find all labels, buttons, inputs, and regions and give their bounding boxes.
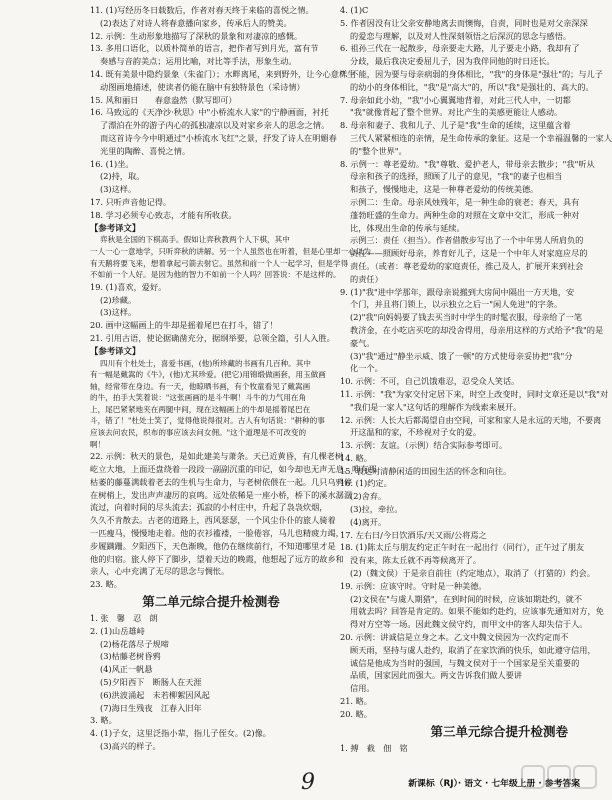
answer-line: 顾天雨，坚持与虞人赴约，取消了在家饮酒的快乐，如此遵守信用，	[350, 644, 596, 655]
answer-line: (2)杨花落尽子规啼	[100, 638, 169, 649]
answer-line: 16. 马致远的《天净沙·秋思》中"小桥流水人家"的宁静画面，衬托	[90, 107, 329, 118]
answer-line: 责任。（或者：尊老爱幼的家庭责任，推己及人，扩展开来到社会	[350, 260, 584, 271]
answer-line: 和孩子，慢慢地走，这是一种尊老爱幼的传统美德。	[350, 184, 539, 195]
answer-line: 用就去吗？回答是肯定的。如果不能如约赴约，应该事先通知对方，免	[350, 606, 604, 617]
answer-line: 一人一心一意地学，只听弈秋的讲解。另一个人虽然也在听着，但是心里却一心以为	[90, 246, 371, 256]
answer-line: 23. 略。	[90, 579, 122, 590]
answer-line: 的爱恋与理解，以及对人性深刻领悟之后深沉的思念与感悟。	[350, 30, 572, 41]
answer-line: 没有来，陈太丘就不再等候离开了。	[350, 555, 482, 566]
answer-line: 而这首诗今今中明通过"小桥流水飞红"之景，抒发了诗人在明媚春	[100, 132, 337, 143]
answer-line: 轴，经常带在身边。有一天，他晾晒书画，有个牧童看见了戴嵩画	[90, 381, 311, 391]
answer-line: 的责任）	[350, 273, 383, 284]
answer-line: 屹立大地，上面还盘绕着一段段一副副沉重的印记，如今却也无声无息，唯有那	[90, 464, 377, 475]
answer-line: (2)珍藏。	[100, 294, 137, 305]
answer-line: 蓬勃旺盛的生命力。两种生命的对照在文章中交汇，形成一种对	[350, 209, 580, 220]
answer-line: 他的归宿。旅人停下了脚步，望着天边的晚霞，他想起了远方的故乡和	[90, 553, 344, 564]
answer-line: 1. 张 馨 忍 朗	[90, 613, 158, 624]
answer-line: (3)拉，牵拉。	[350, 504, 403, 515]
answer-line: (2)"我"向妈妈要了钱去买当时中学生的时髦衣服，母亲给了一笔	[350, 312, 583, 323]
answer-line: 17. 只听声音他记得。	[90, 196, 172, 207]
answer-line: 4. (1)C	[340, 5, 369, 15]
answer-line: 2. (1)山岳雄峙	[90, 625, 145, 636]
answer-line: 弈秋是全国的下棋高手。假如让弈秋教两个人下棋，其中	[100, 235, 290, 245]
answer-line: 有一幅是戴嵩的《牛》，(他)尤其珍爱。(把它)用锦缎做画套，用玉做画	[90, 370, 326, 380]
answer-line: 20. 示例：讲诚信是立身之本。乙文中魏文侯因为一次约定而不	[340, 632, 569, 643]
section-heading: 第三单元综合提升检测卷	[430, 723, 568, 739]
answer-line: 分歧，最后我决定委屈儿子，因为我伴同他的时日还长。	[350, 56, 555, 67]
answer-line: 光里的陶醉、喜悦之情。	[100, 145, 191, 156]
answer-line: 7. 不能，因为要与母亲病弱的身体相比，"我"的身体是"强壮"的；与儿子	[340, 68, 603, 79]
answer-line: 了漂泊在外的游子内心的孤独凄凉以及对家乡亲人的思念之情。	[100, 120, 330, 131]
answer-line: 8. 母亲和妻子、我和儿子、儿子是"我"生命的延续，这里蕴含着	[340, 120, 571, 131]
answer-line: (5)夕阳西下 断肠人在天涯	[100, 677, 202, 687]
answer-line: 13. 示例：友谊。（示例）结合实际参考即可。	[340, 440, 508, 451]
page-number: 9	[301, 770, 315, 795]
answer-line: 19. (1)喜欢，爱好。	[90, 281, 167, 292]
answer-line: 示例三：责任（担当）。作者借散步写出了一个中年男人所肩负的	[350, 235, 584, 246]
answer-line: 四川有个杜处士，喜爱书画，(他)所珍藏的书画有几百种。其中	[100, 358, 311, 368]
answer-line: 22. 示例：秋天的景色，是如此建美与萧条。天已近黄昏，有几棵老树	[90, 451, 344, 462]
reference-translation-label: 【参考译文】	[90, 222, 141, 233]
answer-line: 21. 引用古语，使论据确凿充分，据纲举要，总领全篇，引人入胜。	[90, 332, 335, 343]
answer-line: 16. (1)约定。	[340, 478, 392, 489]
answer-line: 在树梢上，发出声声凄厉的哀鸣。远处依稀是一座小桥，桥下的溪水潺潺	[90, 489, 353, 500]
answer-line: 3. 略。	[90, 715, 117, 726]
answer-line: 豪气。	[350, 337, 375, 348]
answer-line: 13. 多用口语化，以质朴简单的语言，把作者写到月光，富有节	[90, 43, 319, 54]
answer-line: 流过，向着时间的尽头流去；孤寂的小村庄中，升起了袅袅炊烟，	[90, 502, 328, 513]
answer-line: 比，体现出生命的传承与延续。	[350, 222, 465, 233]
section-heading: 第二单元综合提升检测卷	[142, 594, 280, 610]
answer-line: 4. (1)子女，这里泛指小辈，指儿子侄女。(2)像。	[90, 728, 271, 739]
answer-line: (4)离开。	[350, 516, 387, 527]
answer-line: 7. 母亲如此小幼，"我"小心翼翼地背着，对此三代人中，一切都	[340, 94, 571, 105]
answer-line: 10. 示例：不可，自己饥饿难忍，忍受众人笑话。	[340, 376, 520, 387]
answer-line: (2)表达了对诗人将春意播向家乡，传承后人的赞美。	[100, 17, 292, 28]
answer-line: 责任——照顾好母亲，养育好儿子，这是一个中年人对家庭应尽的	[350, 248, 588, 259]
answer-line: 动图画地描述，使读者仍能在脑中有独特景色（采诗情）	[100, 81, 305, 92]
answer-line: (3)高兴的样子。	[100, 740, 161, 751]
answer-line: 信用。	[350, 683, 375, 694]
answer-line: 三代人紧紧相连的亲情，是生命传承的象征。这是一个幸福温馨的一家人	[350, 132, 612, 143]
answer-line: 11. 示例："我"为家交付定居下来，时空上改变时，同时文章还是以"我"对	[340, 388, 609, 399]
reference-translation-label: 【参考译文】	[90, 345, 141, 356]
answer-line: 的幼小的身体相比，"我"是"高大"的，所以"我"是强壮的、高大的。	[350, 81, 594, 92]
answer-line: (2)舍弃。	[350, 491, 387, 502]
answer-line: 20. 略。	[340, 708, 372, 719]
answer-line: 化一个。	[350, 363, 383, 374]
answer-line: 的牛，拍手大笑着说："这张画画的是斗牛啊！斗牛的力气用在角	[90, 393, 307, 403]
answer-line: 啊！	[90, 439, 106, 449]
answer-line: 19. 示例：应该守时。守时是一种美德。	[340, 580, 487, 591]
answer-line: 个门，并且将门锁上，以示独立之后一"闲人免进"的字条。	[350, 299, 563, 310]
answer-line: 11. (1)写经历冬日载数后，作者对春天终于来临的喜悦之情。	[90, 5, 314, 15]
answer-line: 有天鹅将要飞来，想着拿起弓箭去射它。虽然和前一个人一起学习，但是学得	[90, 258, 349, 268]
answer-line: 1. 搏 截 佃 铭	[340, 742, 408, 753]
watermark-logo-icon	[520, 762, 600, 800]
answer-line: 不如前一个人好。是因为他的智力不如前一个人吗？回答说：不是这样的。	[90, 270, 341, 280]
answer-line: (2)持，取。	[100, 171, 145, 182]
answer-line: 14. 略。	[340, 452, 372, 463]
answer-line: (3)这样。	[100, 307, 137, 318]
answer-line: 应该去问农民，织布的事应该去问女佣。"这个道理是不可改变的	[90, 428, 307, 438]
answer-line: 教济金，在小吃店买吃的却没舍得用，母亲用这样的方式给予"我"的是	[350, 324, 604, 335]
answer-line: 母亲和孩子的选择，照顾了儿子的意见，"我"的妻子也相当	[350, 171, 563, 182]
answer-line: 品质，国家因此而强大。两文告诉我们做人要讲	[350, 670, 522, 681]
answer-line: 17. 左右曰/今日饮酒乐/天又雨/公将焉之	[340, 529, 487, 540]
answer-line: (3)"我"通过"静坐示威、饿了一顿"的方式使母亲妥协把"我"分	[350, 350, 573, 361]
answer-line: 奏感与音韵美点；运用比喻，对比等手法，形象生动。	[100, 56, 297, 67]
answer-line: 久久不肯散去。古老的道路上，西风瑟瑟，一个风尘仆仆的旅人骑着	[90, 515, 336, 526]
answer-line: 步履蹒跚。夕阳西下，天色渐晚，他仍在继续前行，不知道哪里才是	[90, 540, 336, 551]
answer-line: 6. 祖孙三代在一起散步，母亲要走大路，儿子要走小路，我却有了	[340, 43, 580, 54]
answer-line: "我们是一家人"这句话的理解作为线索来展开。	[350, 401, 522, 412]
answer-line: 斗，错了！"杜处士笑了，觉得他说得很对。古人有句话说："耕种的事	[90, 416, 325, 426]
answer-line: 8. 示例一：尊老爱幼。"我"尊敬、爱护老人，带母亲去散步；"我"听从	[340, 158, 595, 169]
answer-line: 20. 画中这幅画上的牛却是摇着尾巴在打斗，错了！	[90, 320, 278, 331]
answer-line: 14. 既有美景中隐约景象（朱雀门）；水畔离尾，来到野外，让今心意样生	[90, 68, 356, 79]
answer-line: (3)枯藤老树昏鸦	[100, 651, 161, 662]
answer-line: (3)这样。	[100, 184, 137, 195]
answer-line: 枯萎的藤蔓满载着老去的生机与生命力，与老树依偎在一起。几只乌鸦停	[90, 476, 353, 487]
answer-line: (7)海日生残夜 江春入旧年	[100, 702, 202, 713]
answer-line: 上，尾巴紧紧地夹在两腿中间，现在这幅画上的牛却是摇着尾巴在	[90, 404, 311, 414]
answer-line: (2)（魏文侯）于是亲自前往（约定地点），取消了（打猎的）约会。	[350, 568, 595, 579]
answer-line: 16. (1)坐。	[90, 158, 134, 169]
answer-line: 15. 风和丽日 春意盎然（默写即可）	[90, 94, 237, 105]
answer-line: 的"整个世界"。	[350, 145, 407, 156]
page-footer: 新课标（RJ）· 语文 · 七年级上册 · 参考答案	[408, 779, 580, 789]
answer-line: 亲人，心中充满了无尽的思念与惆怅。	[90, 566, 230, 577]
answer-line: 15. 表达对清静闲适的田园生活的怀念和向往。	[340, 465, 512, 476]
answer-line: 5. 作者因没有让父亲安静地离去而懊悔，自责，同时也是对父亲深深	[340, 17, 588, 28]
answer-line: "我"就像背起了整个世界。对比产生的美感更能让人感动。	[350, 107, 563, 118]
right-column	[340, 4, 612, 754]
answer-line: 开这温和的家，不珍视对子女的爱。	[350, 427, 482, 438]
answer-line: (4)风正一帆悬	[100, 664, 153, 675]
answer-line: 诚信是他成为当时的强国，与魏文侯对于一个国家是至关重要的	[350, 657, 580, 668]
answer-line: 21. 略。	[340, 696, 372, 707]
answer-line: 12. 示例：生动形象地描写了深秋的景象和对凄凉的感慨。	[90, 30, 303, 41]
answer-line: 12. 示例：人长大后都渴望自由空间，可家和家人是永远的天地，不要离	[340, 414, 602, 425]
answer-line: (2)文侯在"与虞人期猎"，在到时间的时候，应该如期赴约，就不	[350, 593, 583, 604]
answer-line: 18. 学习必须专心致志，才能有所收获。	[90, 209, 237, 220]
answer-line: (6)洪波涌起 未若柳絮因风起	[100, 689, 210, 700]
answer-line: 9. (1)"我"进中学那年，跟母亲说搬到大房间中隔出一方天地，安	[340, 286, 575, 297]
answer-line: 示例二：生命。母亲风烛残年，是一种生命的衰老；春天，具有	[350, 196, 580, 207]
answer-line: 得对方空等一场。因此魏文侯守约，而甲文中的客人却失信于人。	[350, 619, 588, 630]
answer-line: 一匹瘦马，慢慢地走着。他的衣衫褴褛，一脸倦容，马儿也精疲力竭，	[90, 528, 344, 539]
answer-line: 18. (1)陈太丘与朋友约定正午时在一起出行（同行），正午过了朋友	[340, 542, 585, 553]
